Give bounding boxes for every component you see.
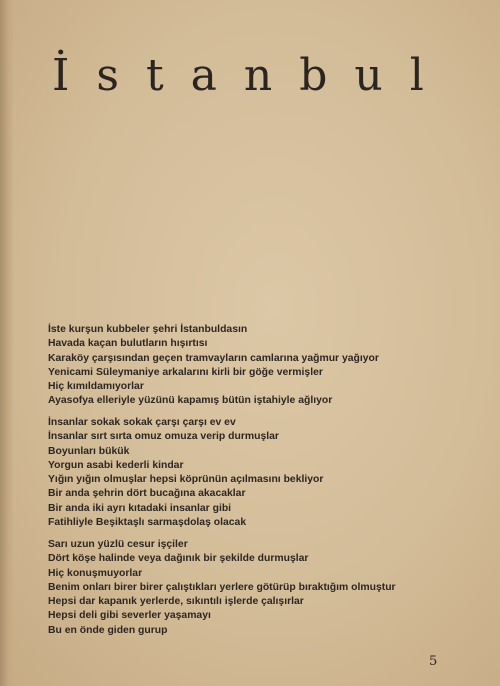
page-binding-edge (0, 0, 14, 686)
poem-line: Bir anda iki ayrı kıtadaki insanlar gibi (48, 502, 232, 514)
poem-line: Hepsi dar kapanık yerlerde, sıkıntılı işlerde çalışırlar (48, 596, 304, 608)
poem-line: Havada kaçan bulutların hışırtısı (48, 338, 208, 350)
poem-line: Dört köşe halinde veya dağınık bir şekilde durmuşlar (48, 553, 309, 565)
stanza (48, 323, 379, 409)
poem-line: Karaköy çarşısından geçen tramvayların camlarına yağmur yağıyor (48, 352, 379, 364)
poem-line: İste kurşun kubbeler şehri İstanbuldasın (48, 324, 248, 335)
poem-line: Bu en önde giden gurup (48, 624, 168, 636)
stanza (48, 538, 396, 638)
poem-line: İnsanlar sırt sırta omuz omuza verip durmuşlar (48, 431, 279, 443)
poem-line: Sarı uzun yüzlü cesur işçiler (48, 539, 188, 550)
poem-title: İstanbul (52, 50, 451, 101)
poem-line: İnsanlar sokak sokak çarşı çarşı ev ev (48, 417, 236, 428)
poem-line: Yorgun asabi kederli kindar (48, 459, 184, 471)
stanza (48, 416, 323, 530)
poem-line: Hiç kımıldamıyorlar (48, 381, 144, 393)
poem-line: Boyunları bükük (48, 445, 130, 457)
poem-line: Fatihliyle Beşiktaşlı sarmaşdolaş olacak (48, 517, 247, 529)
poem-line: Yığın yığın olmuşlar hepsi köprünün açılmasını bekliyor (48, 474, 324, 486)
page-number: 5 (429, 654, 438, 669)
poem-line: Benim onları birer birer çalıştıkları yerlere götürüp bıraktığım olmuştur (48, 581, 396, 593)
poem-line: Bir anda şehrin dört bucağına akacaklar (48, 488, 246, 500)
poem-line: Ayasofya elleriyle yüzünü kapamış bütün iştahiyle ağlıyor (48, 395, 333, 407)
poem-line: Yenicami Süleymaniye arkalarını kirli bir göğe vermişler (48, 366, 323, 378)
poem-line: Hepsi deli gibi severler yaşamayı (48, 610, 211, 622)
poem-line: Hiç konuşmuyorlar (48, 567, 143, 579)
